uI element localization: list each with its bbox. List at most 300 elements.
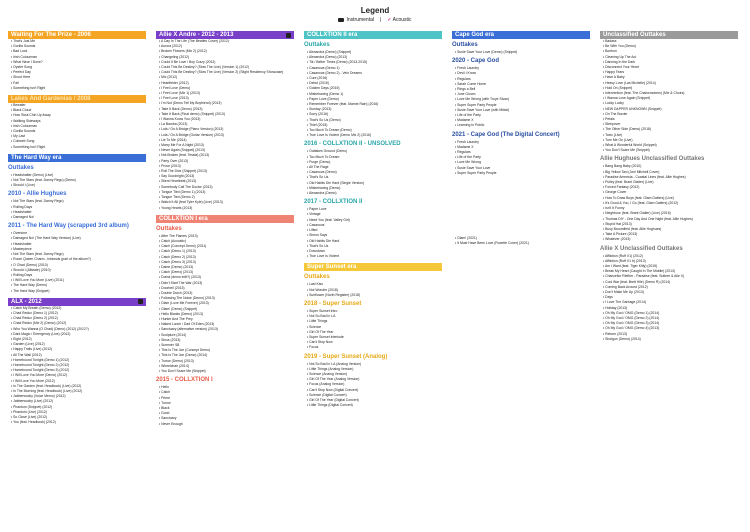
list-item: • Affliction (Ruff V1) (2012) [603,253,643,258]
list-item: • Good [159,411,170,416]
list-item: • Big Yellow Taxi (Joni Mitchell Cover) [603,169,660,174]
column-5 [600,31,738,342]
list-item: • Sunday (2013) [307,107,332,112]
list-item: • Lola / On A Bridge (Guitar Version) (2013) [159,132,224,137]
list-item: • Irish Colourman [11,54,38,59]
list-item: • Paper Love (Demo) [307,96,339,101]
list-item: • Focus (Analog Version) [307,382,345,387]
list-item: • Young Hearts (2013) [159,205,193,210]
list-item: • Following The Noise (Demo) (2013) [159,296,215,301]
list-item: • Neighbour (feat. Brant Glaiter) (Live) (2016) [603,211,671,216]
song-list [304,309,442,351]
list-item: • Gorilla Sounds [11,129,36,134]
list-item: • I Love The Garbage (2014) [603,300,646,305]
list-item: • Disconnect Your Heart [603,65,639,70]
list-item: • Not So Bad In LA [307,314,336,319]
list-item: • Girl Of The Year (Analog Version) [307,377,360,382]
list-item: • I Will Love You More (2012) [11,378,55,383]
list-item: • Could It Be Love / Boy Crazy (2012) [159,59,216,64]
list-item: • Susie Save Your Love (Demo) (Snippet) [455,50,518,54]
list-item: • Glam! (2021) [455,236,477,241]
list-item: • Sunflower (North Register) (2018) [307,292,361,297]
list-item: • Homebound Tonight (Demo 3) (2012) [11,368,70,373]
list-item: • Overtone [11,231,28,236]
list-item: • Bonbon [603,49,617,54]
list-item: • The Hard Way (Demo) [11,283,48,288]
list-item: • Black [159,406,170,410]
list-item: • Take A Picture (2013) [603,232,638,237]
list-item: • Broken Flowers (Mix 2) (2012) [159,49,207,54]
list-item: • Mix (2012) [159,75,178,80]
list-item: • Alexandra (Demo) [307,191,337,196]
legend-instrumental: Instrumental [338,17,374,23]
list-item: • Catch (Acoustic) [159,238,187,243]
column-4 [452,31,590,246]
list-item: • Tongue Tied (Demo 1) (2013) [159,189,206,194]
list-item: • Busy Broomfield (feat. Allie Hughues) [603,226,662,231]
list-item: • Happy Tears [603,70,625,75]
list-item: • Rings a Bell [455,87,476,92]
list-item: • Prime [159,395,170,400]
list-item: • Tumor (Demo) (2013) [159,358,194,363]
list-item: • Casanova (Demo) [307,170,337,175]
song-list [8,103,146,150]
song-list [600,39,738,153]
song-list [8,173,146,189]
list-item: • All The Rage [307,165,329,170]
list-item: • Doorbell (2013) [159,285,185,290]
subheading: Allie Hughues Unclassified Outtakes [600,156,705,163]
list-item: • Headshatter (Demo) (Live) [11,172,54,177]
list-item: • Sleepover [603,122,621,127]
list-item: • Heavy Love (Las Michelle) (2014) [603,80,656,85]
list-item: • Super Sunset Intro [307,308,338,313]
list-item: • Tik / Better Times (Demo) (2013-2015) [307,60,367,65]
list-item: • Fresh Laundry [455,139,479,144]
subheading: Allie X Unclassified Outtakes [600,245,683,252]
legend-row: Instrumental | ✓ Acoustic [0,17,750,23]
list-item: • Susie Save Your Love [455,165,491,170]
list-item: • Reborn (2013) [603,331,627,336]
list-item: • My Last [11,134,25,139]
list-item: • Sanctuary [159,416,177,421]
instrumental-icon [286,33,291,38]
list-item: • Something Isn't Right [11,85,46,90]
list-item: • Jabberwocky (Live) (2012) [11,399,54,404]
list-item: • Affliction (Ruff V1 b) (2013) [603,258,646,263]
list-item: • This Is The Joe (Demo) (2014) [159,353,208,358]
list-item: • I Feel Love (2013) [159,96,189,101]
list-item: • Sculpture (2014) [159,332,187,337]
list-item: • Chancellor Riefher - Paradise (feat. Suttree & Alie X) [603,274,685,279]
song-list [8,306,146,426]
list-item: • Stupid Hat (2013) [603,221,632,226]
list-item: • Misbehaving (Demo 1) [307,91,344,96]
list-item: • Not Broken (feat. Tessla) (2013) [159,153,210,158]
list-item: • How 'Bout Chin Up Away [11,113,51,118]
song-list [156,385,294,427]
list-item: • Golden Days (2015) [307,86,340,91]
list-item: • Life of the Party [455,113,481,118]
song-list [156,39,294,211]
list-item: • I Wanna Know You (2013) [159,117,201,122]
list-item: • On The Border [603,111,628,116]
list-item: • Madame X [455,118,474,123]
list-item: • Chad Redux (Demo 1) (2012) [11,310,58,315]
subheading: 2011 - The Hard Way (scrapped 3rd album) [8,223,129,230]
list-item: • Coming Back Around (2012) [603,284,648,289]
list-item: • Tumor [159,400,171,405]
list-item: • It Must Have Been Love (Roxette Cover) (2021) [455,241,529,246]
list-item: • Homebound Tonight (Demo 2) (2012) [11,362,70,367]
list-item: • Chad Redux (Mix 2) (Demo) (2012) [11,321,67,326]
list-item: • Irish Colourman [11,123,38,128]
list-item: • Headshatter [11,241,32,246]
list-item: • Too Much To Dream [307,154,340,159]
list-item: • Bad Luck [11,49,28,54]
list-item: • That's So Us (Demo) [307,117,341,122]
list-item: • Wheelchair (2014) [159,363,189,368]
list-item: • Dancing In the Dark [603,59,636,64]
section-header: The Hard Way era [8,154,146,162]
list-item: • Casanova [307,222,325,227]
list-item: • After The Flames (2013) [159,233,198,238]
list-item: • Marry Me For A Night (2013) [159,143,204,148]
list-item: • That's Just Me [11,39,36,43]
list-item: • Oh My God / OMG (Demo 4) (2013) [603,326,660,331]
song-list [8,199,146,220]
list-item: • Room Queen Charm - Infamuls (part of the album?) [11,257,91,262]
list-item: • Hold On (Snippet) [603,85,633,90]
list-item: • Dame (Demo) (2013) [159,264,194,269]
list-item: • Catch (Demo 1) (2013) [159,249,196,254]
subheading: 2016 - COLLXTION II - UNSOLVED [304,141,401,148]
list-item: • Lucky Lucky [603,101,624,106]
list-item: • Little Things [307,319,328,324]
subheading: Outtakes [8,164,34,171]
list-item: • Black Cloud [11,108,32,113]
list-item: • Can't Stop Now (Digital Concert) [307,387,359,392]
list-item: • Little Things (Digital Concert) [307,403,353,408]
list-item: • Party Over (2013) [159,158,189,163]
list-item: • Sarah Come Home [455,81,487,86]
list-item: • Cure (2016) [307,76,328,81]
list-item: • Naked Lunch / Dad Of Eden (2013) [159,322,215,327]
list-item: • Watch It All (feat Tyler Kyle) (Live) (2013) [159,200,223,205]
list-item: • Fresh Laundry [455,66,479,71]
list-item: • Heartfelder (2012) [159,80,189,85]
list-item: • In The Garden (feat. Headbook) (Live) (2012) [11,383,82,388]
list-item: • Rolling Days [11,204,33,209]
column-2 [156,31,294,427]
list-item: • Casanova (Demo 1) [307,65,340,70]
list-item: • Perfect Day [11,70,31,75]
list-item: • Toxic (Live) [603,132,623,137]
list-item: • Garden (Live) (2012) [11,342,45,347]
list-item: • Not The Stars (feat. Danny Rego) [11,252,64,257]
section-header: Super Sunset era [304,263,442,271]
list-item: • Bewater [11,103,26,108]
list-item: • Super Sunset Interlude [307,334,344,339]
list-item: • True Love Is Violent (Demo Mix 2) (2016) [307,133,372,138]
list-item: • Not So Bad In LA (Analog Version) [307,361,362,366]
list-item: • Love Me Wrong [455,160,482,165]
list-item: • Oh My God / OMG (Demo 3) (2014) [603,321,660,326]
list-item: • Hunter And The Prey [159,316,193,321]
list-item: • Susie Save Your Love (with Mitski) [455,107,510,112]
list-item: • Eight (2012) [11,336,32,341]
list-item: • In The Morning (feat. Headbook) (Live) (2012) [11,388,83,393]
list-item: • Phantom (Live) (2012) [11,409,47,414]
list-item: • Lola / On A Bridge (Piano Version) (2013) [159,127,224,132]
list-item: • Petals [603,117,615,122]
list-item: • Sinus (2013) [159,337,181,342]
list-item: • Can't Stop Now [307,340,333,345]
list-item: • Alexandra (Demo) (Snippet) [307,50,352,54]
list-item: • Days [603,295,613,300]
list-item: • Lifted [307,228,318,233]
list-item: • Catch My Breath (Demo) (2012) [11,305,62,310]
list-item: • Turn Me On (Live) [603,137,633,142]
song-list [304,207,442,259]
column-1 [8,31,146,425]
song-list [600,164,738,242]
song-list [452,236,590,246]
list-item: • Science (Digital Concert) [307,392,347,397]
list-item: • June Gloom [455,92,476,97]
list-item: • I Feel Love (Mix 1) (2013) [159,91,200,96]
list-item: • Whatever (2013) [603,237,631,242]
song-list [304,149,442,196]
list-item: • What A Wonderful World (Snippet) [603,143,657,148]
legend-acoustic: ✓ Acoustic [387,17,412,23]
subheading: 2020 - Cape God [452,58,500,65]
list-item: • Regulars [455,150,471,155]
list-item: • Catch (Demo 2) (2013) [159,254,196,259]
list-item: • Oyster Song [11,65,32,70]
list-item: • Catch (Demo) (2013) [159,270,193,275]
list-item: • Life of the Party [455,155,481,160]
list-item: • Should I (Allstate) (2010) [11,267,51,272]
list-item: • Dark Magic / Emergency (Live) (2012) [11,331,71,336]
list-item: • Thief (2015) [307,122,328,127]
list-item: • Need You (feat. Valley Girl) [307,217,350,222]
list-item: • Isn't It Funny [603,206,625,211]
list-item: • Sanctuary (alternative version) (2013) [159,327,218,332]
list-item: • Devil I Know [455,71,476,76]
list-item: • Could This Be Destiny? (Slow The Live) (Version 2) (Slight Residency Showcase) [159,70,284,75]
song-list [8,39,146,91]
list-item: • Science [307,324,322,329]
instrumental-icon [338,18,344,22]
list-item: • Catch (Demo 3) (2013) [159,259,196,264]
song-list [304,282,442,298]
song-list [8,231,146,293]
section-header: COLLXTION II era [304,31,442,39]
list-item: • George Cover [603,190,627,195]
list-item: • Somebody Call The Doctor (2013) [159,184,213,189]
song-list [452,66,590,128]
list-item: • Super Super Party People [455,102,497,107]
list-item: • Simon Says [307,233,328,238]
list-item: • Not Wonder (2018) [307,287,338,292]
list-item: • Gorilla Sounds [11,44,36,49]
list-item: • Catch [159,390,170,395]
list-item: • Badass [603,39,617,43]
list-item: • That's So Us [307,175,329,180]
list-item: • Not The Stars (feat. Danny Rego) (Demo) [11,178,76,183]
list-item: • This Is The Joe (Concept Demo) [159,348,210,353]
list-item: • Headshatter [11,209,32,214]
list-item: • Could This Be Destiny? (Slow The Live) (Version 1) (2012) [159,65,250,70]
subheading: 2019 - Super Sunset (Analog) [304,353,388,360]
list-item: • Paper Love [307,207,327,212]
subheading: Outtakes [156,225,182,232]
list-item: • Last Kiss [307,282,323,287]
list-item: • Should I (Live) [11,183,35,188]
list-item: • Super Super Party People [455,170,497,175]
list-item: • Don't Make Me Up (2013) [603,289,644,294]
list-item: • Break My Heart (Caught In The Middle) (2013) [603,269,675,274]
list-item: • Forced Fantasy (2012) [603,185,640,190]
list-item: • Alexandra (Demo) (2013) [307,55,348,60]
list-item: • Downtown [307,248,325,253]
list-item: • Summer '68 [159,342,180,347]
list-item: • Not The Stars (feat. Danny Rego) [11,199,64,204]
list-item: • Oh My God / OMG (Demo 1) (2014) [603,310,660,315]
list-item: • Casanova (Demo 2) - Vein Dreams [307,70,362,75]
list-item: • Didn't Start The War (2013) [159,280,203,285]
section-header: Lakes And Gardenias / 2008 [8,95,146,103]
section-header: Cape God era [452,31,590,39]
list-item: • The Other Side (Demo) (2018) [603,127,652,132]
list-item: • Catch (Concept Demo) (2011) [159,244,207,249]
list-item: • Old Habits Die Hard (Single Version) [307,180,365,185]
list-item: • Cool War (feat. Brett Hile) (Demo R) (2014) [603,279,671,284]
list-item: • Focus [307,345,319,350]
list-item: • Who You Wanna (O Chad) (Demo) (2012) (2012?) [11,326,89,331]
list-item: • Never Again (Snippet) (2013) [159,148,206,153]
list-item: • Silent Heartbeat (2013) [159,179,197,184]
list-item: • Misbehaving (Demo) [307,185,341,190]
list-item: • It's Good & You, I Go (feat. Glam Gaiters) (2012) [603,200,679,205]
list-item: • Holiday (2013) [603,305,628,310]
list-item: • True Love Is Violent [307,254,340,259]
list-item: • Take It Back (Demo) (2013) [159,106,203,111]
list-item: • Glam! (Demo) (Snippet) [159,306,198,311]
list-item: • Girl Of The Year (Digital Concert) [307,397,359,402]
song-list [452,50,590,55]
list-item: • Remember Forever (feat. Marnie Rain) (2016) [307,102,379,107]
list-item: • I Will Love You More (Demo) (2012) [11,373,68,378]
list-item: • Take It Back (Final demo) (Snippet) (2013) [159,111,225,116]
song-list [304,362,442,409]
list-item: • You Don't Scare Me (Snippet) [159,368,206,373]
list-item: • Learning In Public [455,123,485,128]
subheading: Outtakes [452,42,478,48]
subheading: 2015 - COLLXTION I [156,377,213,384]
list-item: • Old Habits Die Hard [307,238,340,243]
list-item: • Phantom (Snippet) (2012) [11,404,53,409]
list-item: • A Day In The Life (The Beatles Cover) (2012) [159,39,229,43]
list-item: • Homebound Tonight (Demo 1) (2012) [11,357,70,362]
list-item: • Intervention (feat. The Chainsmokers) (Mix & Choirs) [603,91,685,96]
list-item: • I Feel Love (Demo) [159,85,191,90]
song-list [156,234,294,374]
list-item: • Say Goodnight (2013) [159,174,195,179]
section-header: Allie X Andre - 2012 - 2013 [156,31,294,39]
list-item: • You Don't Scare Me (Snippet) [603,148,650,153]
list-item: • Oh My God / OMG (Demo 2) (2014) [603,315,660,320]
list-item: • Aurora (2012) [159,44,182,49]
section-header: ALX - 2012 [8,298,146,306]
instrumental-icon [138,299,143,304]
list-item: • Vintage [307,212,321,217]
list-item: • Outtakes Ground (Demo) [307,149,348,154]
list-item: • I Will Love You More (Live) (2011) [11,278,64,283]
list-item: • Hello Blanks (Demo) (2013) [159,311,203,316]
list-item: • Jabberwocky (Voice Memo) (2012) [11,394,66,399]
list-item: • Roll The Dice (Snippet) (2013) [159,169,207,174]
list-item: • Cleaning Up The Act [603,54,637,59]
list-item: • Am I Want (feat. Tiger Kitty) (2015) [603,263,658,268]
list-item: • Doma (demo edit?) (2013) [159,275,201,280]
list-item: • Fall [11,80,19,85]
list-item: • Pulley (feat. Brant Glaiter) (Live) [603,180,654,185]
list-item: • Purge (Demo) [307,159,331,164]
subheading: Outtakes [304,274,330,281]
subheading: 2021 - Cape God (The Digital Concert) [452,131,560,138]
acoustic-check-icon: ✓ [387,17,392,23]
list-item: • O Chad (Demo) (2010) [11,262,48,267]
list-item: • Debut (2015) [307,81,329,86]
song-list [304,50,442,138]
subheading: 2010 - Allie Hughues [8,191,67,198]
list-item: • That's So Us [307,243,329,248]
list-item: • So Close (Live) (2012) [11,414,48,419]
subheading: 2017 - COLLXTION II [304,199,363,206]
list-item: • The Hard Way (Snippet) [11,288,50,293]
list-item: • Cobweb Song [11,139,35,144]
list-item: • Chad Redux (Demo 2) (2012) [11,316,58,321]
section-header: Waiting For The Prize - 2006 [8,31,146,39]
song-list [600,254,738,342]
list-item: • Double Dutch (2013) [159,290,193,295]
list-item: • Prove (2013) [159,163,181,168]
list-item: • Walking Sideways [11,118,41,123]
section-header: COLLXTION I era [156,215,294,223]
list-item: • Madame X [455,144,474,149]
subheading: 2018 - Super Sunset [304,300,362,307]
list-item: • Too Much To Dream (Demo) [307,128,352,133]
list-item: • Something Isn't Right [11,144,46,149]
list-item: • Lie To Me (2014) [159,137,187,142]
list-item: • Never Enough [159,421,183,426]
list-item: • Damaged No! (The Hard Way Version) (Live) [11,236,81,241]
list-item: • You (feat. Headbook) (2012) [11,420,56,425]
list-item: • Sorry (2016) [307,112,328,117]
list-item: • Glam (Love Me Forever) (2013) [159,301,209,306]
list-item: • Thomas DIY - One Day And One Night (feat. Allie Hughes) [603,216,693,221]
subheading: Outtakes [304,42,330,48]
section-header: Unclassified Outtakes [600,31,738,39]
list-item: • Love Me Wrong (with Troye Sivan) [455,97,510,102]
column-3 [304,31,442,408]
list-item: • I'm Not (Demo Tell My Boyfriend) (2013) [159,101,222,106]
list-item: • Shoot Here [11,75,31,80]
list-item: • Happy Trails (Live) (2012) [11,347,53,352]
legend [0,6,750,23]
